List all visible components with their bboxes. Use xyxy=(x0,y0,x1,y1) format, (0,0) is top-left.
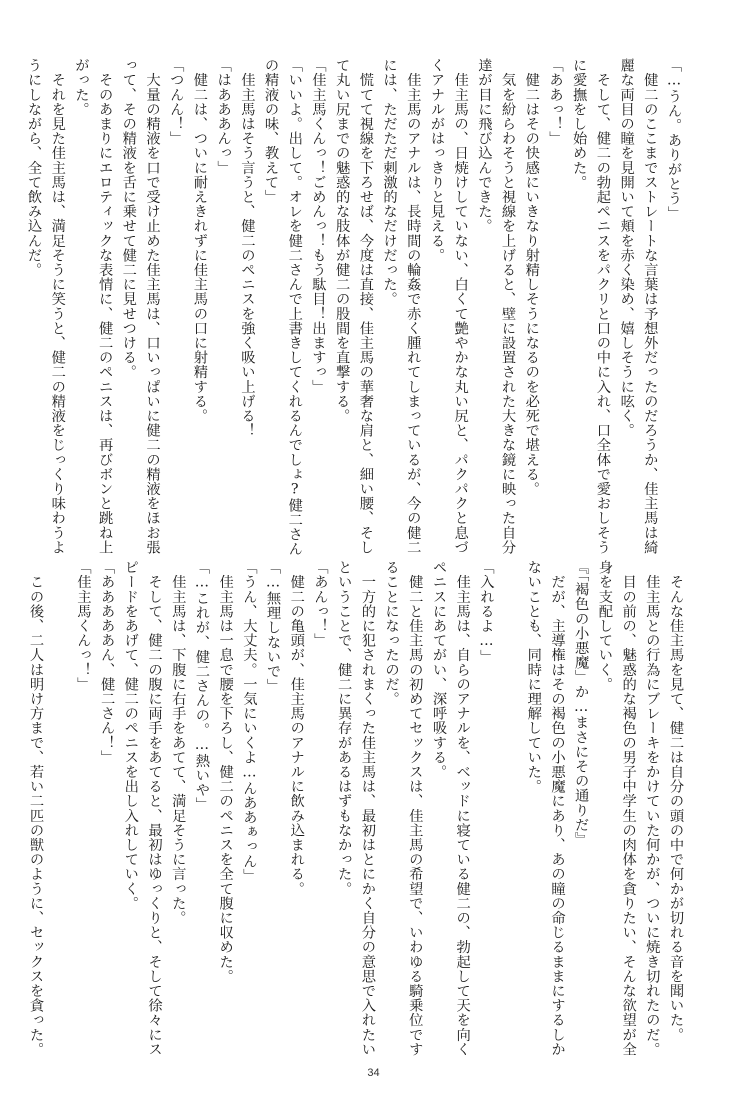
text-line: 佳主馬は、下腹に右手をあてて、満足そうに言った。 xyxy=(170,560,187,925)
text-line: 「うん、大丈夫。一気にいくよ…んああぁっん」 xyxy=(241,560,258,883)
text-line: 達が目に飛び込んできた。 xyxy=(476,58,493,234)
text-line: 慌てて視線を下ろせば、今度は直接、佳主馬の華奢な肩と、細い腰、そし xyxy=(357,58,374,555)
text-line: って、その精液を舌に乗せて健二に見せつける。 xyxy=(120,58,137,380)
text-line: 佳主馬との行為にブレーキをかけていた何かが、ついに焼き切れたのだ。 xyxy=(644,560,661,1057)
text-line: 「あんっ！」 xyxy=(312,560,329,648)
text-line: 佳主馬は一息で腰を下ろし、健二のペニスを全て腹に収めた。 xyxy=(217,560,234,984)
text-line: くアナルがはっきりと見える。 xyxy=(428,58,445,263)
text-line: 身を支配していく。 xyxy=(596,560,613,692)
text-line: 健二と佳主馬の初めてセックスは、佳主馬の希望で、いわゆる騎乗位です xyxy=(407,560,424,1057)
text-line: そして、健二の勃起ペニスをパクリと口の中に入れ、口全体で愛おしそう xyxy=(594,58,611,555)
text-line: ピードをあげて、健二のペニスを出し入れしていく。 xyxy=(122,560,139,911)
text-line: に愛撫をし始めた。 xyxy=(571,58,588,190)
text-line: の精液の味、教えて」 xyxy=(263,58,280,204)
lower-text-block xyxy=(23,560,687,1057)
text-line: ペニスにあてがい、深呼吸する。 xyxy=(430,560,447,779)
text-line: 佳主馬のアナルは、長時間の輪姦で赤く腫れてしまっているが、今の健二 xyxy=(405,58,422,555)
text-line: がった。 xyxy=(73,58,90,117)
text-line: 麗な両目の瞳を見開いて頬を赤く染め、嬉しそうに呟く。 xyxy=(618,58,635,438)
text-line: 一方的に犯されまくった佳主馬は、最初はとにかく自分の意思で入れたい xyxy=(359,560,376,1057)
page-number: 34 xyxy=(367,1067,380,1079)
text-line: 「…これが、健二さんの。…熱いや」 xyxy=(193,560,210,812)
text-line: 「入れるよ…」 xyxy=(478,560,495,664)
text-line: 「はあああんっ」 xyxy=(215,58,232,175)
text-line: ることになったのだ。 xyxy=(383,560,400,706)
text-line: この後、二人は明け方まで、若い二匹の獣のように、セックスを貪った。 xyxy=(28,560,45,1057)
text-line: うにしながら、全て飲み込んだ。 xyxy=(26,58,43,277)
text-line: 大量の精液を口で受け止めた佳主馬は、口いっぱいに健二の精液をほお張 xyxy=(144,58,161,555)
text-line xyxy=(47,560,71,1020)
text-line: 「つんん！」 xyxy=(168,58,185,146)
text-line: 佳主馬の、日焼けしていない、白くて艶やかな丸い尻と、パクパクと息づ xyxy=(452,58,469,555)
text-line: には、ただただ刺激的なだけだった。 xyxy=(381,58,398,307)
text-line: それを見た佳主馬は、満足そうに笑うと、健二の精液をじっくり味わうよ xyxy=(49,58,66,555)
text-line: ということで、健二に異存があるはずもなかった。 xyxy=(336,560,353,896)
text-line: 「あああああん、健二さん！」 xyxy=(99,560,116,765)
text-line: ないことも、同時に理解していた。 xyxy=(525,560,542,794)
text-line: 佳主馬は、自らのアナルを、ベッドに寝ている健二の、勃起して天を向く xyxy=(454,560,471,1057)
text-line: そして、健二の腹に両手をあてると、最初はゆっくりと、そして徐々にス xyxy=(146,560,163,1057)
upper-text-block xyxy=(21,58,685,557)
text-line: そんな佳主馬を見て、健二は自分の頭の中で何かが切れる音を聞いた。 xyxy=(668,560,684,1042)
text-line: 気を紛らわそうと視線を上げると、壁に設置された大きな鏡に映った自分 xyxy=(500,58,517,555)
text-line: そのあまりにエロティックな表情に、健二のペニスは、再びボンと跳ね上 xyxy=(97,58,114,555)
text-line: 「佳主馬くんっ！ごめんっ！もう駄目！出ますっ」 xyxy=(310,58,327,394)
text-line: 健二はその快感にいきなり射精しそうになるのを必死で堪える。 xyxy=(523,58,540,496)
text-line: 健二のここまでストレートな言葉は予想外だったのだろうか、佳主馬は綺 xyxy=(642,58,659,555)
text-line: 佳主馬はそう言うと、健二のペニスを強く吸い上げる！ xyxy=(239,58,256,438)
text-line xyxy=(497,560,521,1020)
text-line: 『「褐色の小悪魔」か…まさにその通りだ』 xyxy=(573,560,590,847)
text-line: て丸い尻までの魅惑的な肢体が健二の股間を直撃する。 xyxy=(334,58,351,423)
text-line: 健二は、ついに耐えきれずに佳主馬の口に射精する。 xyxy=(191,58,208,423)
text-line: 「…無理しないで」 xyxy=(265,560,282,694)
text-line: 「いいよ。出して。オレを健二さんで上書きしてくれるんでしょ?健二さん xyxy=(286,58,303,557)
text-line: 「…うん。ありがとう」 xyxy=(666,58,682,221)
text-line: 健二の亀頭が、佳主馬のアナルに飲み込まれる。 xyxy=(288,560,305,896)
text-line: 「佳主馬くんっ！」 xyxy=(75,560,92,692)
text-line: だが、主導権はその褐色の小悪魔にあり、あの瞳の命じるままにするしか xyxy=(549,560,566,1057)
text-line: 目の前の、魅惑的な褐色の男子中学生の肉体を貪りたい、そんな欲望が全 xyxy=(620,560,637,1057)
text-line: 「ああっ！」 xyxy=(547,58,564,146)
